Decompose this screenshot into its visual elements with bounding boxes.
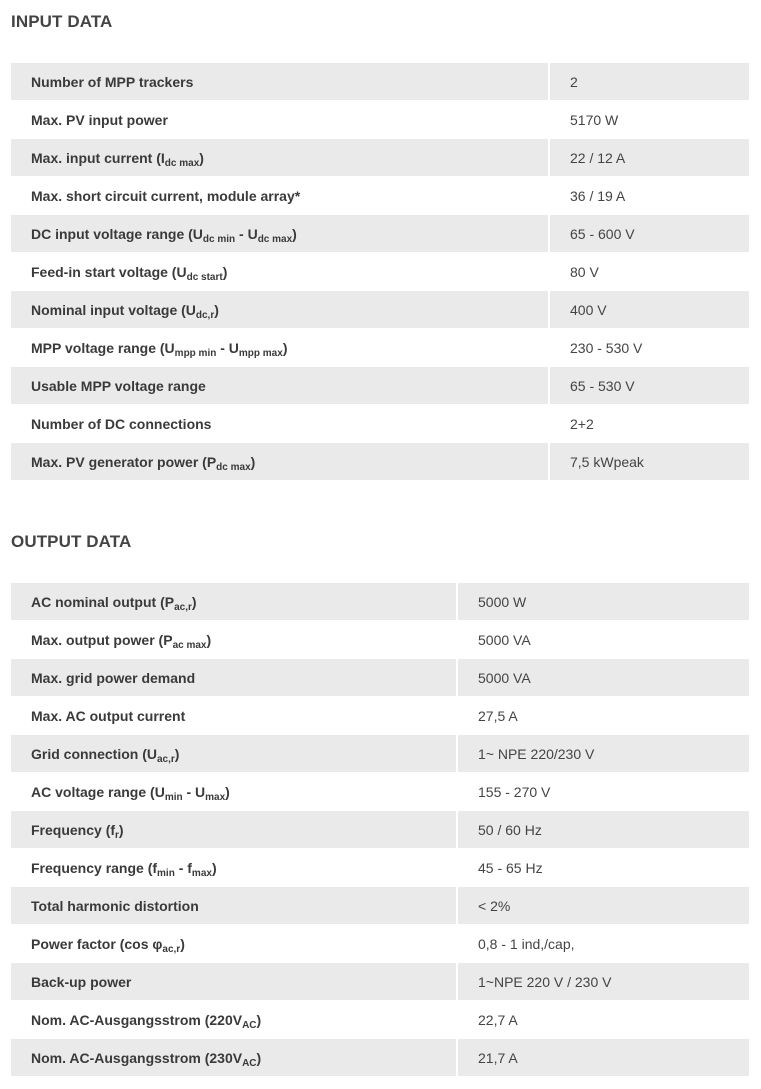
spec-row — [11, 443, 749, 481]
spec-label — [11, 177, 549, 215]
spec-value: 21,7 A — [457, 1039, 749, 1077]
spec-value: 65 - 530 V — [549, 367, 749, 405]
spec-label-subscript: dc max — [257, 233, 293, 245]
spec-value: 1~ NPE 220/230 V — [457, 735, 749, 773]
spec-label-subscript: min — [164, 791, 183, 803]
spec-label-subscript: mpp min — [174, 347, 217, 359]
spec-label-subscript: dc max — [216, 461, 251, 473]
spec-label — [11, 443, 549, 481]
spec-row — [11, 811, 749, 849]
spec-row — [11, 329, 749, 367]
spec-label-text: ) — [225, 783, 230, 800]
spec-label-text: Frequency (f — [31, 821, 116, 838]
spec-label — [11, 215, 549, 253]
spec-value: 2+2 — [549, 405, 749, 443]
spec-label — [11, 735, 457, 773]
spec-label-text: AC voltage range (U — [31, 783, 165, 800]
spec-value: 5170 W — [549, 101, 749, 139]
spec-row — [11, 291, 749, 329]
spec-label — [11, 329, 549, 367]
spec-label-text: ) — [256, 1011, 262, 1028]
spec-label-text: ) — [292, 225, 297, 242]
spec-row — [11, 773, 749, 811]
spec-value: 230 - 530 V — [549, 329, 749, 367]
spec-label-subscript: ac,r — [162, 943, 181, 955]
spec-label-subscript: ac,r — [174, 601, 192, 613]
spec-label-text: Power factor (cos φ — [31, 935, 163, 952]
spec-value: 2 — [549, 63, 749, 101]
spec-row — [11, 621, 749, 659]
spec-row — [11, 963, 749, 1001]
spec-label-text: ) — [250, 453, 256, 470]
spec-label — [11, 963, 457, 1001]
spec-label-text: ) — [222, 263, 228, 280]
spec-row — [11, 367, 749, 405]
spec-label-text: - f — [174, 859, 192, 876]
spec-label — [11, 139, 549, 177]
spec-label-text: ) — [174, 745, 180, 762]
spec-label-subscript: AC — [242, 1019, 257, 1031]
spec-label — [11, 291, 549, 329]
spec-label-text: Grid connection (U — [31, 745, 157, 762]
spec-label-text: Max. grid power demand — [31, 669, 196, 686]
spec-label-text: ) — [206, 631, 212, 648]
spec-label-text: Number of MPP trackers — [31, 73, 194, 90]
spec-label-subscript: ac max — [172, 639, 207, 651]
spec-value: 22,7 A — [457, 1001, 749, 1039]
output-data-heading: OUTPUT DATA — [11, 532, 132, 551]
spec-label-text: - U — [216, 339, 239, 356]
spec-row — [11, 849, 749, 887]
spec-row — [11, 63, 749, 101]
spec-label-text: MPP voltage range (U — [31, 339, 175, 356]
spec-label-text: Feed-in start voltage (U — [31, 263, 187, 280]
spec-row — [11, 1001, 749, 1039]
spec-label — [11, 925, 457, 963]
spec-label — [11, 849, 457, 887]
spec-label — [11, 583, 457, 621]
spec-label-text: Back-up power — [31, 973, 132, 990]
spec-row — [11, 253, 749, 291]
spec-label-subscript: dc start — [186, 271, 223, 283]
spec-label — [11, 367, 549, 405]
spec-label-subscript: ac,r — [157, 753, 175, 765]
spec-label — [11, 1039, 457, 1077]
spec-label-text: - U — [235, 225, 258, 242]
spec-label-subscript: min — [157, 867, 175, 879]
spec-value: 1~NPE 220 V / 230 V — [457, 963, 749, 1001]
spec-row — [11, 177, 749, 215]
output-data-table — [11, 582, 749, 1077]
spec-label-text: Max. output power (P — [31, 631, 173, 648]
spec-label — [11, 659, 457, 697]
spec-label-text: ) — [118, 821, 124, 838]
spec-label — [11, 1001, 457, 1039]
spec-row — [11, 1039, 749, 1077]
spec-label-subscript: dc,r — [195, 309, 215, 321]
spec-label — [11, 773, 457, 811]
spec-value: 45 - 65 Hz — [457, 849, 749, 887]
spec-value: < 2% — [457, 887, 749, 925]
spec-label — [11, 887, 457, 925]
spec-label-subscript: max — [205, 791, 226, 803]
spec-label-subscript: dc min — [202, 233, 236, 245]
spec-label-text: ) — [211, 859, 217, 876]
spec-row — [11, 659, 749, 697]
input-data-table — [11, 62, 749, 481]
spec-row — [11, 101, 749, 139]
spec-label-text: Usable MPP voltage range — [31, 377, 206, 394]
spec-row — [11, 583, 749, 621]
spec-value: 155 - 270 V — [457, 773, 749, 811]
spec-value: 65 - 600 V — [549, 215, 749, 253]
spec-label-text: Max. input current (I — [31, 149, 165, 166]
spec-label-text: Max. short circuit current, module array* — [31, 187, 301, 204]
spec-value: 50 / 60 Hz — [457, 811, 749, 849]
spec-label-text: AC nominal output (P — [31, 593, 175, 610]
spec-label — [11, 101, 549, 139]
spec-label-text: Frequency range (f — [31, 859, 158, 876]
spec-label-subscript: mpp max — [238, 347, 283, 359]
spec-row — [11, 697, 749, 735]
spec-label-text: ) — [180, 935, 185, 952]
spec-label-text: ) — [256, 1049, 262, 1066]
spec-label-text: ) — [191, 593, 197, 610]
spec-row — [11, 405, 749, 443]
spec-value: 5000 W — [457, 583, 749, 621]
spec-value: 5000 VA — [457, 621, 749, 659]
spec-value: 400 V — [549, 291, 749, 329]
spec-value: 0,8 - 1 ind,/cap, — [457, 925, 749, 963]
input-data-heading: INPUT DATA — [11, 12, 113, 31]
spec-label-text: - U — [182, 783, 206, 800]
spec-value: 27,5 A — [457, 697, 749, 735]
spec-label-subscript: r — [115, 829, 119, 841]
spec-row — [11, 139, 749, 177]
spec-label-subscript: dc max — [164, 157, 200, 169]
spec-row — [11, 735, 749, 773]
spec-value: 80 V — [549, 253, 749, 291]
spec-value: 5000 VA — [457, 659, 749, 697]
spec-label-text: ) — [199, 149, 204, 166]
spec-label — [11, 811, 457, 849]
spec-label-text: DC input voltage range (U — [31, 225, 203, 242]
spec-label-text: Max. PV generator power (P — [31, 453, 217, 470]
spec-label — [11, 621, 457, 659]
spec-label — [11, 253, 549, 291]
spec-row — [11, 215, 749, 253]
spec-label-text: ) — [282, 339, 288, 356]
spec-label-text: ) — [214, 301, 219, 318]
spec-value: 22 / 12 A — [549, 139, 749, 177]
spec-row — [11, 887, 749, 925]
spec-label — [11, 63, 549, 101]
spec-label — [11, 697, 457, 735]
spec-label-text: Max. AC output current — [31, 707, 186, 724]
spec-label-text: Nominal input voltage (U — [31, 301, 196, 318]
spec-label-text: Nom. AC-Ausgangsstrom (220V — [31, 1011, 243, 1028]
spec-label — [11, 405, 549, 443]
spec-label-text: Number of DC connections — [31, 415, 212, 432]
spec-value: 36 / 19 A — [549, 177, 749, 215]
spec-label-text: Nom. AC-Ausgangsstrom (230V — [31, 1049, 243, 1066]
spec-label-subscript: max — [191, 867, 212, 879]
spec-row — [11, 925, 749, 963]
spec-label-subscript: AC — [242, 1057, 257, 1069]
spec-label-text: Total harmonic distortion — [31, 897, 199, 914]
spec-value: 7,5 kWpeak — [549, 443, 749, 481]
spec-label-text: Max. PV input power — [31, 111, 168, 128]
